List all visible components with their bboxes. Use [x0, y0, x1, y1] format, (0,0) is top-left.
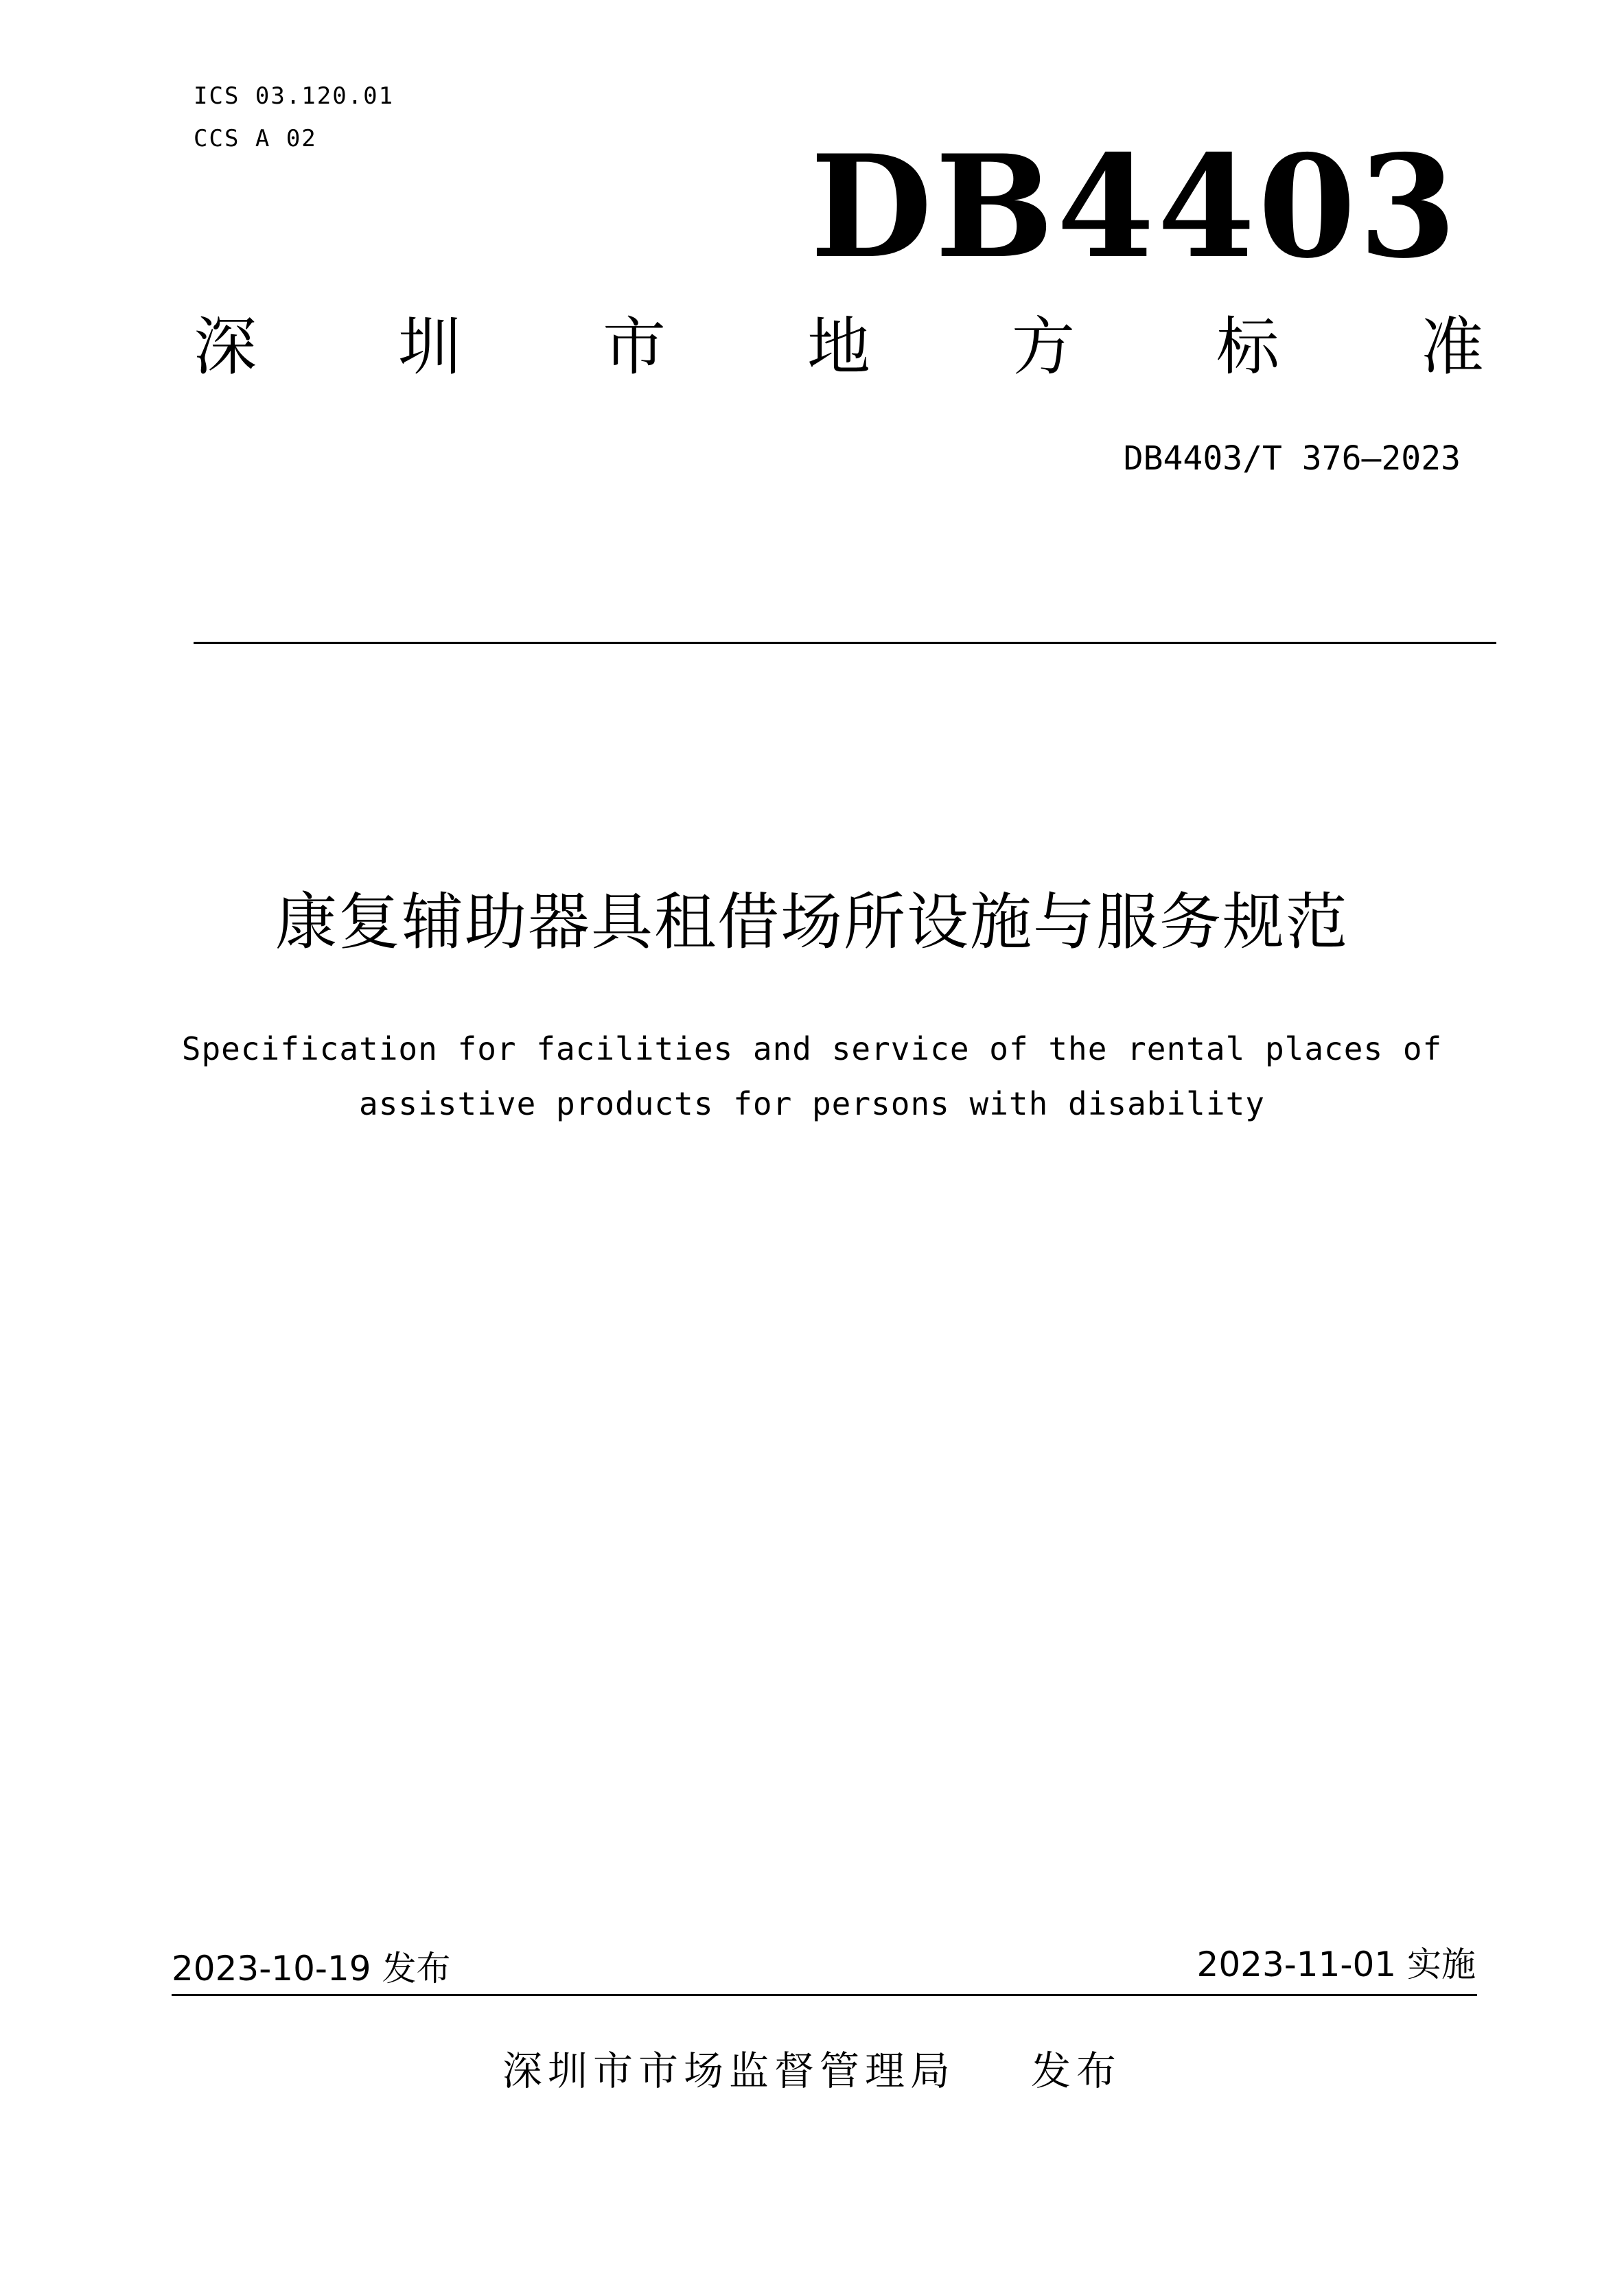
standard-type-char: 深 [194, 310, 257, 384]
standard-number: DB4403/T 376—2023 [1123, 439, 1461, 478]
issuer-line [0, 2039, 1624, 2096]
implementation-date: 2023-11-01 实施 [1196, 1945, 1476, 1984]
standard-type-char: 方 [1011, 310, 1075, 384]
issue-date: 2023-10-19 发布 [172, 1949, 451, 1988]
bottom-divider [172, 1994, 1477, 1996]
issuer-action: 发布 [1031, 2048, 1122, 2094]
standard-type-char: 地 [807, 310, 870, 384]
ics-code: ICS 03.120.01 [194, 82, 395, 110]
title-english-line: assistive products for persons with disability [359, 1085, 1265, 1122]
top-divider [194, 642, 1496, 644]
title-english-line: Specification for facilities and service of the rental places of [181, 1030, 1443, 1067]
title-chinese: 康复辅助器具租借场所设施与服务规范 [275, 886, 1349, 958]
standard-type-char: 准 [1420, 310, 1484, 384]
ccs-code: CCS A 02 [194, 125, 317, 152]
issuer-name: 深圳市市场监督管理局 [502, 2048, 955, 2094]
standard-type-heading [194, 312, 1484, 382]
standard-type-char: 市 [602, 310, 666, 384]
db-logo: DB4403 [810, 125, 1459, 290]
standard-type-char: 标 [1216, 310, 1279, 384]
title-english [0, 1021, 1624, 1131]
standard-type-char: 圳 [397, 310, 461, 384]
